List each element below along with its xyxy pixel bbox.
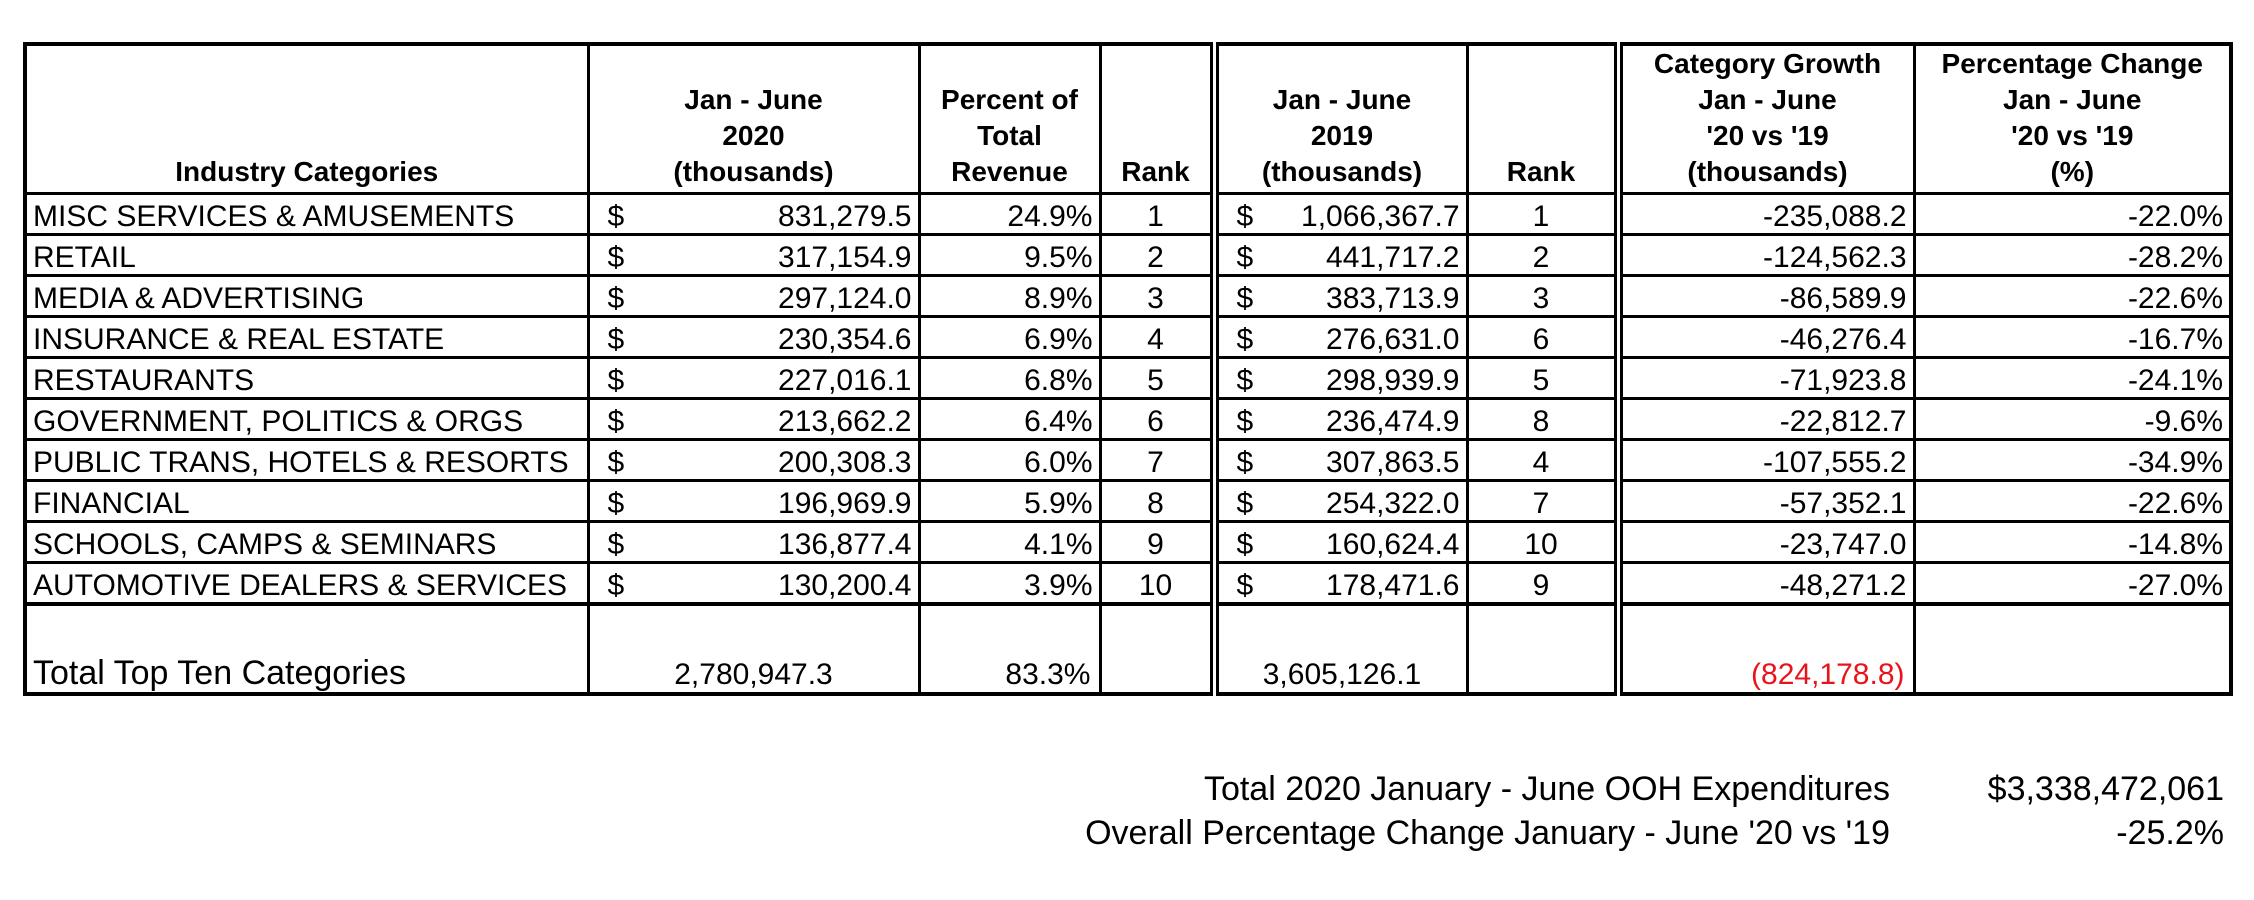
table-row (25, 481, 2231, 522)
percent-cell: 8.9% (919, 276, 1100, 317)
rank-2019-cell: 5 (1467, 358, 1618, 399)
header-line: '20 vs '19 (1706, 120, 1829, 151)
growth-cell: -107,555.2 (1618, 440, 1914, 481)
header-line: Category Growth (1653, 48, 1882, 79)
amount-value: 196,969.9 (778, 487, 912, 520)
revenue-2020-cell (588, 194, 919, 235)
expenditures-value: $3,338,472,061 (1987, 770, 2224, 808)
expenditures-row (0, 770, 2254, 814)
percent-cell: 3.9% (919, 563, 1100, 605)
revenue-2020-cell (588, 522, 919, 563)
header-line: Revenue (951, 156, 1068, 187)
currency-symbol: $ (607, 487, 625, 520)
revenue-2019-cell (1214, 358, 1467, 399)
total-growth (1618, 604, 1914, 694)
revenue-2019-cell (1214, 276, 1467, 317)
currency-symbol: $ (607, 569, 625, 602)
overall-change-row (0, 814, 2254, 858)
revenue-2019-cell (1214, 563, 1467, 605)
rank-2019-cell: 7 (1467, 481, 1618, 522)
table-body (25, 194, 2231, 605)
category-cell: GOVERNMENT, POLITICS & ORGS (25, 399, 588, 440)
percent-cell: 6.8% (919, 358, 1100, 399)
table-row (25, 194, 2231, 235)
growth-cell: -71,923.8 (1618, 358, 1914, 399)
currency-symbol: $ (1236, 200, 1254, 233)
currency-symbol: $ (1236, 241, 1254, 274)
currency-symbol: $ (1236, 405, 1254, 438)
rank-2019-cell: 3 (1467, 276, 1618, 317)
growth-cell: -23,747.0 (1618, 522, 1914, 563)
header-row (25, 44, 2231, 194)
total-label: Total Top Ten Categories (25, 604, 588, 694)
expenditures-label: Total 2020 January - June OOH Expenditures (1203, 770, 1890, 808)
currency-symbol: $ (607, 405, 625, 438)
currency-symbol: $ (1236, 323, 1254, 356)
currency-symbol: $ (607, 364, 625, 397)
percent-cell: 4.1% (919, 522, 1100, 563)
header-revenue-2019 (1214, 44, 1467, 194)
change-cell: -9.6% (1914, 399, 2231, 440)
currency-symbol: $ (607, 446, 625, 479)
header-line: Jan - June (2003, 84, 2142, 115)
header-line: Jan - June (684, 84, 823, 115)
revenue-2020-cell (588, 399, 919, 440)
rank-2020-cell: 2 (1100, 235, 1214, 276)
currency-symbol: $ (1236, 569, 1254, 602)
header-line: Rank (1506, 156, 1576, 187)
amount-value: 136,877.4 (778, 528, 912, 561)
header-line: 2019 (1310, 120, 1374, 151)
header-rank-2019 (1467, 44, 1618, 194)
change-cell: -24.1% (1914, 358, 2231, 399)
total-revenue-2019: 3,605,126.1 (1214, 604, 1467, 694)
header-line: Percentage Change (1941, 48, 2203, 79)
header-line: Percent of (941, 84, 1078, 115)
header-line: Jan - June (1272, 84, 1412, 115)
revenue-2019-cell (1214, 440, 1467, 481)
currency-symbol: $ (1236, 528, 1254, 561)
rank-2020-cell: 5 (1100, 358, 1214, 399)
revenue-2019-cell (1214, 481, 1467, 522)
category-cell: PUBLIC TRANS, HOTELS & RESORTS (25, 440, 588, 481)
change-cell: -28.2% (1914, 235, 2231, 276)
table-row (25, 317, 2231, 358)
table-row (25, 399, 2231, 440)
change-cell: -22.6% (1914, 276, 2231, 317)
header-line: (thousands) (1261, 156, 1423, 187)
revenue-2019-cell (1214, 194, 1467, 235)
overall-change-value: -25.2% (2116, 814, 2224, 852)
category-cell: INSURANCE & REAL ESTATE (25, 317, 588, 358)
category-cell: FINANCIAL (25, 481, 588, 522)
header-percent-total (919, 44, 1100, 194)
revenue-2019-cell (1214, 235, 1467, 276)
category-cell: MISC SERVICES & AMUSEMENTS (25, 194, 588, 235)
header-line: Rank (1121, 156, 1190, 187)
percent-cell: 5.9% (919, 481, 1100, 522)
amount-value: 317,154.9 (778, 241, 912, 274)
table-row (25, 276, 2231, 317)
amount-value: 230,354.6 (778, 323, 912, 356)
revenue-2020-cell (588, 358, 919, 399)
table-row (25, 522, 2231, 563)
category-cell: SCHOOLS, CAMPS & SEMINARS (25, 522, 588, 563)
change-cell: -14.8% (1914, 522, 2231, 563)
growth-cell: -48,271.2 (1618, 563, 1914, 605)
amount-value: 276,631.0 (1326, 323, 1460, 356)
header-percentage-change (1914, 44, 2231, 194)
amount-value: 236,474.9 (1326, 405, 1460, 438)
rank-2020-cell: 3 (1100, 276, 1214, 317)
amount-value: 297,124.0 (778, 282, 912, 315)
amount-value: 307,863.5 (1326, 446, 1460, 479)
rank-2020-cell: 4 (1100, 317, 1214, 358)
header-rank-2020 (1100, 44, 1214, 194)
percent-cell: 24.9% (919, 194, 1100, 235)
amount-value: 831,279.5 (778, 200, 912, 233)
amount-value: 178,471.6 (1326, 569, 1460, 602)
rank-2019-cell: 1 (1467, 194, 1618, 235)
total-percent: 83.3% (919, 604, 1100, 694)
rank-2020-cell: 1 (1100, 194, 1214, 235)
rank-2020-cell: 9 (1100, 522, 1214, 563)
percent-cell: 6.0% (919, 440, 1100, 481)
total-revenue-2020: 2,780,947.3 (588, 604, 919, 694)
rank-2020-cell: 6 (1100, 399, 1214, 440)
change-cell: -22.6% (1914, 481, 2231, 522)
growth-cell: -86,589.9 (1618, 276, 1914, 317)
revenue-2020-cell (588, 563, 919, 605)
rank-2019-cell: 6 (1467, 317, 1618, 358)
overall-change-label: Overall Percentage Change January - June '20 vs '19 (1085, 814, 1890, 852)
currency-symbol: $ (607, 241, 625, 274)
currency-symbol: $ (1236, 364, 1254, 397)
amount-value: 160,624.4 (1326, 528, 1460, 561)
category-cell: AUTOMOTIVE DEALERS & SERVICES (25, 563, 588, 605)
header-line: Jan - June (1698, 84, 1837, 115)
change-cell: -22.0% (1914, 194, 2231, 235)
growth-cell: -124,562.3 (1618, 235, 1914, 276)
revenue-2020-cell (588, 235, 919, 276)
change-cell: -16.7% (1914, 317, 2231, 358)
currency-symbol: $ (607, 528, 625, 561)
revenue-table (23, 42, 2233, 696)
currency-symbol: $ (607, 323, 625, 356)
rank-2020-cell: 8 (1100, 481, 1214, 522)
percent-cell: 6.9% (919, 317, 1100, 358)
header-line: '20 vs '19 (2011, 120, 2134, 151)
header-category-growth (1618, 44, 1914, 194)
rank-2019-cell: 10 (1467, 522, 1618, 563)
currency-symbol: $ (1236, 487, 1254, 520)
table-row (25, 440, 2231, 481)
total-rank-2019-empty (1467, 604, 1618, 694)
growth-cell: -57,352.1 (1618, 481, 1914, 522)
amount-value: 200,308.3 (778, 446, 912, 479)
category-cell: RESTAURANTS (25, 358, 588, 399)
amount-value: 298,939.9 (1326, 364, 1460, 397)
growth-cell: -22,812.7 (1618, 399, 1914, 440)
category-cell: MEDIA & ADVERTISING (25, 276, 588, 317)
change-cell: -27.0% (1914, 563, 2231, 605)
amount-value: 1,066,367.7 (1301, 200, 1460, 233)
header-line: (thousands) (1687, 156, 1848, 187)
header-line: 2020 (722, 120, 785, 151)
rank-2020-cell: 10 (1100, 563, 1214, 605)
revenue-2020-cell (588, 276, 919, 317)
rank-2020-cell: 7 (1100, 440, 1214, 481)
revenue-2019-cell (1214, 317, 1467, 358)
rank-2019-cell: 2 (1467, 235, 1618, 276)
growth-cell: -46,276.4 (1618, 317, 1914, 358)
header-industry-categories (25, 44, 588, 194)
amount-value: 441,717.2 (1326, 241, 1460, 274)
category-cell: RETAIL (25, 235, 588, 276)
table-row (25, 563, 2231, 605)
table-row (25, 235, 2231, 276)
currency-symbol: $ (1236, 446, 1254, 479)
summary-section (0, 770, 2254, 858)
amount-value: 213,662.2 (778, 405, 912, 438)
percent-cell: 6.4% (919, 399, 1100, 440)
percent-cell: 9.5% (919, 235, 1100, 276)
header-line: (%) (2050, 156, 2095, 187)
amount-value: 130,200.4 (778, 569, 912, 602)
amount-value: 383,713.9 (1326, 282, 1460, 315)
total-change-empty (1914, 604, 2231, 694)
header-revenue-2020 (588, 44, 919, 194)
rank-2019-cell: 4 (1467, 440, 1618, 481)
header-line: Industry Categories (175, 156, 439, 187)
currency-symbol: $ (1236, 282, 1254, 315)
total-growth-value: (824,178.8) (1751, 658, 1905, 691)
currency-symbol: $ (607, 282, 625, 315)
total-row (25, 604, 2231, 694)
header-line: Total (977, 120, 1042, 151)
revenue-2019-cell (1214, 399, 1467, 440)
amount-value: 227,016.1 (778, 364, 912, 397)
currency-symbol: $ (607, 200, 625, 233)
change-cell: -34.9% (1914, 440, 2231, 481)
growth-cell: -235,088.2 (1618, 194, 1914, 235)
rank-2019-cell: 9 (1467, 563, 1618, 605)
rank-2019-cell: 8 (1467, 399, 1618, 440)
revenue-2020-cell (588, 440, 919, 481)
header-line: (thousands) (673, 156, 834, 187)
amount-value: 254,322.0 (1326, 487, 1460, 520)
revenue-2020-cell (588, 317, 919, 358)
revenue-2019-cell (1214, 522, 1467, 563)
table-row (25, 358, 2231, 399)
revenue-2020-cell (588, 481, 919, 522)
total-rank-2020-empty (1100, 604, 1214, 694)
